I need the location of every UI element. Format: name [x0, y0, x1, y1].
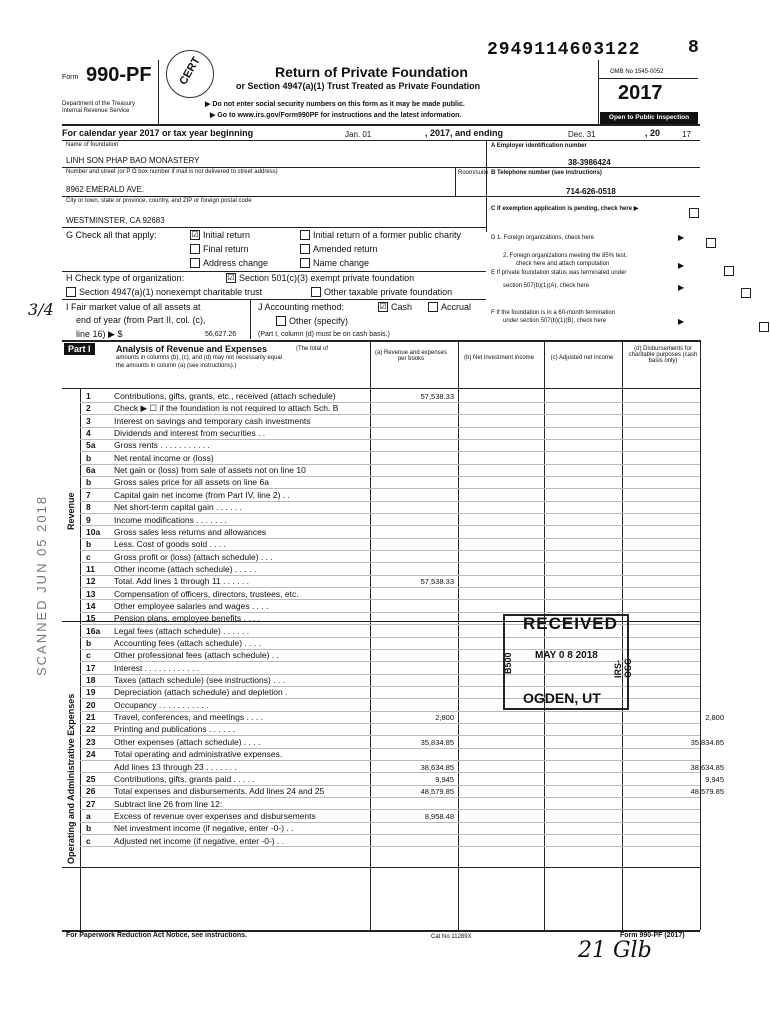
public-inspection-badge: Open to Public Inspection	[600, 112, 698, 124]
revenue-side-label: Revenue	[66, 492, 76, 530]
j-accrual-row	[428, 302, 471, 313]
line-label: Excess of revenue over expenses and disbursements	[114, 810, 316, 821]
col-d-value[interactable]: 9,945	[705, 774, 724, 784]
received-date: MAY 0 8 2018	[535, 650, 598, 661]
line-label: Net gain or (loss) from sale of assets not on line 10	[114, 465, 306, 476]
line-label: Total expenses and disbursements. Add lines 24 and 25	[114, 786, 325, 797]
omb-number: OMB No 1545-0052	[610, 69, 664, 75]
h-501c3-label: Section 501(c)(3) exempt private foundation	[239, 273, 415, 283]
i-label-2: end of year (from Part II, col. (c),	[76, 315, 206, 325]
received-stamp	[503, 614, 633, 710]
cash-checkbox[interactable]: ☑	[379, 301, 387, 311]
cash-basis-note: (Part I, column (d) must be on cash basis.)	[258, 331, 390, 338]
accrual-label: Accrual	[441, 302, 472, 312]
line-label: Printing and publications . . . . . .	[114, 724, 235, 735]
line-label: Legal fees (attach schedule) . . . . . .	[114, 625, 250, 636]
dln-number: 2949114603122	[487, 40, 641, 60]
part1-tag: Part I	[64, 343, 95, 355]
line-label: Gross rents . . . . . . . . . . .	[114, 440, 210, 451]
name-label: Name of foundation	[66, 142, 119, 148]
line-number: 6a	[86, 465, 96, 476]
g-amended-row	[300, 244, 378, 255]
city-label: City or town, state or province, country, and ZIP or foreign postal code	[66, 198, 252, 204]
col-a-value[interactable]: 57,538.33	[420, 392, 454, 401]
end-year: 17	[682, 130, 691, 139]
line-label: Accounting fees (attach schedule) . . . .	[114, 638, 261, 648]
line-number: 22	[86, 724, 96, 735]
part1-title: Analysis of Revenue and Expenses	[116, 344, 268, 354]
line-number: 19	[86, 687, 96, 698]
city-state-zip: WESTMINSTER, CA 92683	[66, 216, 165, 225]
g-initial-return-row	[190, 230, 250, 241]
line-number: 2	[86, 403, 91, 414]
stamp-left-code: B500	[503, 652, 513, 674]
initial-former-label: Initial return of a former public charity	[313, 230, 462, 240]
line-number: 18	[86, 675, 96, 686]
exemption-pending-label: C If exemption application is pending, check here ▶	[491, 206, 639, 212]
fmv-value: 56,627.26	[205, 331, 237, 338]
d1-arrow: ▶	[678, 233, 685, 242]
col-d-value[interactable]: 38,634.85	[690, 762, 724, 772]
h-4947-checkbox[interactable]	[66, 287, 76, 297]
line-label: Pension plans, employee benefits . . . .	[114, 613, 261, 624]
col-b-header: (b) Net investment income	[463, 355, 535, 361]
j-label: J Accounting method:	[258, 302, 345, 312]
line-number: c	[86, 551, 91, 562]
h-other-checkbox[interactable]	[311, 287, 321, 297]
line-number: 26	[86, 786, 96, 797]
line-number: 11	[86, 563, 95, 574]
dept-irs: Internal Revenue Service	[62, 108, 130, 114]
line-number: b	[86, 477, 92, 488]
col-a-value[interactable]: 48,579.85	[420, 787, 454, 797]
form-subtitle: or Section 4947(a)(1) Trust Treated as Private Foundation	[236, 81, 481, 91]
line-number: 21	[86, 712, 96, 723]
line-label: Depreciation (attach schedule) and depletion .	[114, 687, 288, 698]
line-label: Net short-term capital gain . . . . . .	[114, 502, 243, 513]
line-label: Contributions, gifts, grants paid . . . . .	[114, 773, 255, 784]
line-label: Taxes (attach schedule) (see instructions) . . .	[114, 675, 286, 686]
paperwork-notice: For Paperwork Reduction Act Notice, see instructions.	[66, 932, 247, 939]
part1-desc-2: amounts in columns (b), (c), and (d) may not necessarily equal	[116, 355, 283, 361]
ein-value: 38-3986424	[568, 158, 611, 167]
i-label-3: line 16) ▶ $	[76, 329, 123, 339]
foundation-name: LINH SON PHAP BAO MONASTERY	[66, 156, 200, 165]
line-label: Other employee salaries and wages . . . .	[114, 600, 269, 611]
expenses-side-label: Operating and Administrative Expenses	[66, 693, 76, 864]
col-d-value[interactable]: 48,579.85	[690, 787, 724, 797]
dept-treasury: Department of the Treasury	[62, 101, 136, 107]
col-a-value[interactable]: 38,634.85	[420, 762, 454, 772]
line-label: Other income (attach schedule) . . . . .	[114, 563, 257, 574]
amended-return-label: Amended return	[313, 244, 378, 254]
line-number: 3	[86, 415, 91, 426]
f-label-2: under section 507(b)(1)(B), check here	[503, 318, 607, 324]
end-year-prefix: , 20	[645, 128, 661, 138]
line-number: 7	[86, 489, 91, 500]
instruction-ssn: ▶ Do not enter social security numbers on this form as it may be made public.	[205, 101, 465, 108]
d2-label-a: 2. Foreign organizations meeting the 85% test,	[503, 253, 628, 259]
j-cash-row	[378, 302, 412, 313]
begin-date: Jan. 01	[345, 130, 372, 139]
line-number: 12	[86, 576, 96, 587]
g-final-return-row	[190, 244, 249, 255]
line-number: b	[86, 823, 92, 834]
g-initial-former-row	[300, 230, 461, 241]
line-label: Check ▶ ☐ if the foundation is not required to attach Sch. B	[114, 403, 339, 414]
line-number: 13	[86, 588, 96, 599]
j-other-row	[276, 316, 348, 327]
final-return-checkbox[interactable]	[190, 244, 200, 254]
scan-stamp: SCANNED JUN 05 2018	[34, 494, 49, 676]
i-label-1: I Fair market value of all assets at	[66, 302, 201, 312]
form-prefix: Form	[62, 74, 79, 81]
catalog-number: Cat No 11289X	[431, 934, 472, 940]
g-label: G Check all that apply:	[66, 230, 157, 240]
line-number: 10a	[86, 526, 101, 537]
line-label: Adjusted net income (if negative, enter -0-) . .	[114, 835, 285, 846]
received-text: RECEIVED	[523, 614, 618, 633]
d1-label: D 1. Foreign organizations, check here	[491, 235, 595, 241]
line-label: Add lines 13 through 23 . . . . . . .	[114, 761, 237, 772]
h-4947-row	[66, 287, 262, 298]
e-checkbox[interactable]	[741, 288, 751, 298]
line-label: Contributions, gifts, grants, etc., received (attach schedule)	[114, 391, 336, 401]
f-checkbox[interactable]	[759, 322, 769, 332]
line-label: Capital gain net income (from Part IV, line 2) . .	[114, 489, 290, 500]
street-address: 8962 EMERALD AVE.	[66, 185, 145, 194]
received-city: OGDEN, UT	[523, 690, 601, 706]
line-number: 17	[86, 662, 96, 673]
e-arrow: ▶	[678, 283, 685, 292]
name-change-label: Name change	[313, 258, 370, 268]
cash-label: Cash	[391, 302, 413, 312]
end-date: Dec. 31	[568, 130, 596, 139]
e-label-1: E If private foundation status was terminated under	[491, 270, 627, 276]
line-number: 1	[86, 391, 91, 401]
calendar-year-label: For calendar year 2017 or tax year beginning	[62, 128, 254, 138]
and-ending-label: , 2017, and ending	[425, 128, 504, 138]
col-a-value[interactable]: 57,538.33	[420, 577, 454, 587]
line-number: a	[86, 810, 91, 821]
h-4947-label: Section 4947(a)(1) nonexempt charitable trust	[79, 287, 263, 297]
h-other-label: Other taxable private foundation	[324, 287, 453, 297]
col-a-value[interactable]: 8,958.48	[424, 811, 454, 821]
initial-former-checkbox[interactable]	[300, 230, 310, 240]
h-other-row	[311, 287, 452, 298]
line-label: Dividends and interest from securities . .	[114, 428, 266, 439]
cert-seal	[166, 50, 214, 98]
exemption-pending-checkbox[interactable]	[689, 208, 699, 218]
col-a-value[interactable]: 9,945	[435, 774, 454, 784]
col-c-header: (c) Adjusted net income	[550, 355, 614, 361]
part1-desc-3: the amounts in column (a) (see instructions).)	[116, 363, 237, 369]
h-label: H Check type of organization:	[66, 273, 185, 283]
col-d-value[interactable]: 35,834.85	[690, 737, 724, 747]
amended-return-checkbox[interactable]	[300, 244, 310, 254]
stamp-right-code: IRS-OSC	[613, 658, 633, 678]
line-label: Total. Add lines 1 through 11 . . . . . .	[114, 576, 249, 587]
line-number: c	[86, 650, 91, 661]
col-a-header: (a) Revenue and expenses per books	[374, 350, 448, 362]
street-label: Number and street (or P O box number if mail is not delivered to street address)	[66, 169, 278, 175]
line-label: Net investment income (if negative, enter -0-) . .	[114, 823, 294, 834]
line-label: Income modifications . . . . . . .	[114, 514, 227, 525]
seal-text: CERT	[177, 55, 203, 87]
tax-year: 2017	[618, 82, 663, 104]
h-501c3-checkbox[interactable]: ☑	[227, 272, 235, 282]
d1-checkbox[interactable]	[706, 238, 716, 248]
line-number: 25	[86, 773, 96, 784]
d2-arrow: ▶	[678, 261, 685, 270]
line-label: Travel, conferences, and meetings . . . .	[114, 712, 263, 723]
line-number: 14	[86, 600, 96, 611]
margin-mark: 3/4	[28, 300, 54, 319]
line-label: Other professional fees (attach schedule) . .	[114, 650, 279, 661]
row-rule	[80, 846, 700, 847]
d2-checkbox[interactable]	[724, 266, 734, 276]
g-name-row	[300, 258, 369, 269]
line-label: Occupancy . . . . . . . . . . .	[114, 699, 209, 710]
part1-desc-1: (The total of	[296, 346, 329, 352]
col-d-header: (d) Disbursements for charitable purposes (cash basis only)	[628, 346, 698, 364]
room-label: Room/suite	[458, 170, 489, 176]
dln-suffix: 8	[688, 38, 699, 58]
line-number: b	[86, 452, 92, 463]
initial-return-label: Initial return	[203, 230, 251, 240]
final-return-label: Final return	[203, 244, 249, 254]
instruction-url: ▶ Go to www.irs.gov/Form990PF for instructions and the latest information.	[210, 112, 462, 119]
form-number: 990-PF	[86, 64, 152, 86]
other-method-checkbox[interactable]	[276, 316, 286, 326]
line-label: Interest on savings and temporary cash investments	[114, 415, 311, 426]
line-number: b	[86, 539, 92, 550]
line-label: Interest . . . . . . . . . . . .	[114, 662, 200, 673]
d2-label-b: check here and attach computation	[516, 261, 610, 267]
line-number: 4	[86, 428, 91, 439]
line-number: 9	[86, 514, 91, 525]
other-method-label: Other (specify)	[289, 316, 349, 326]
f-arrow: ▶	[678, 317, 685, 326]
line-number: 5a	[86, 440, 96, 451]
form-title: Return of Private Foundation	[275, 64, 468, 80]
accrual-checkbox[interactable]	[428, 302, 438, 312]
footer-form: Form 990-PF (2017)	[620, 932, 685, 939]
line-label: Subtract line 26 from line 12:	[114, 798, 223, 809]
address-change-label: Address change	[203, 258, 269, 268]
line-number: 27	[86, 798, 96, 809]
line-label: Gross sales price for all assets on line 6a	[114, 477, 269, 488]
phone-label: B Telephone number (see instructions)	[491, 170, 602, 176]
col-d-value[interactable]: 2,800	[705, 713, 724, 723]
col-a-value[interactable]: 2,800	[435, 713, 454, 723]
line-label: Total operating and administrative expenses.	[114, 749, 283, 760]
line-label: Compensation of officers, directors, trustees, etc.	[114, 588, 299, 599]
line-label: Less. Cost of goods sold . . . .	[114, 539, 226, 550]
line-number: 15	[86, 613, 96, 624]
ein-label: A Employer identification number	[491, 143, 587, 149]
initial-return-checkbox[interactable]: ☑	[191, 229, 199, 239]
line-number: b	[86, 638, 92, 648]
line-label: Gross profit or (loss) (attach schedule) . . .	[114, 551, 273, 562]
line-number: 20	[86, 699, 96, 710]
address-change-checkbox[interactable]	[190, 258, 200, 268]
name-change-checkbox[interactable]	[300, 258, 310, 268]
line-number: 24	[86, 749, 96, 760]
h-501c3-row	[226, 273, 414, 284]
g-address-row	[190, 258, 268, 269]
line-number: c	[86, 835, 91, 846]
phone-number: 714-626-0518	[566, 187, 616, 196]
f-label-1: F If the foundation is in a 60-month termination	[491, 310, 616, 316]
line-number: 8	[86, 502, 91, 513]
col-a-value[interactable]: 35,834.85	[420, 737, 454, 747]
line-label: Other expenses (attach schedule) . . . .	[114, 736, 261, 747]
line-label: Gross sales less returns and allowances	[114, 526, 267, 537]
line-label: Net rental income or (loss)	[114, 452, 214, 463]
line-number: 23	[86, 736, 96, 747]
e-label-2: section 507(b)(1)(A), check here	[503, 283, 590, 289]
line-number: 16a	[86, 625, 101, 636]
handwritten-note: 21 Glb	[578, 938, 652, 963]
